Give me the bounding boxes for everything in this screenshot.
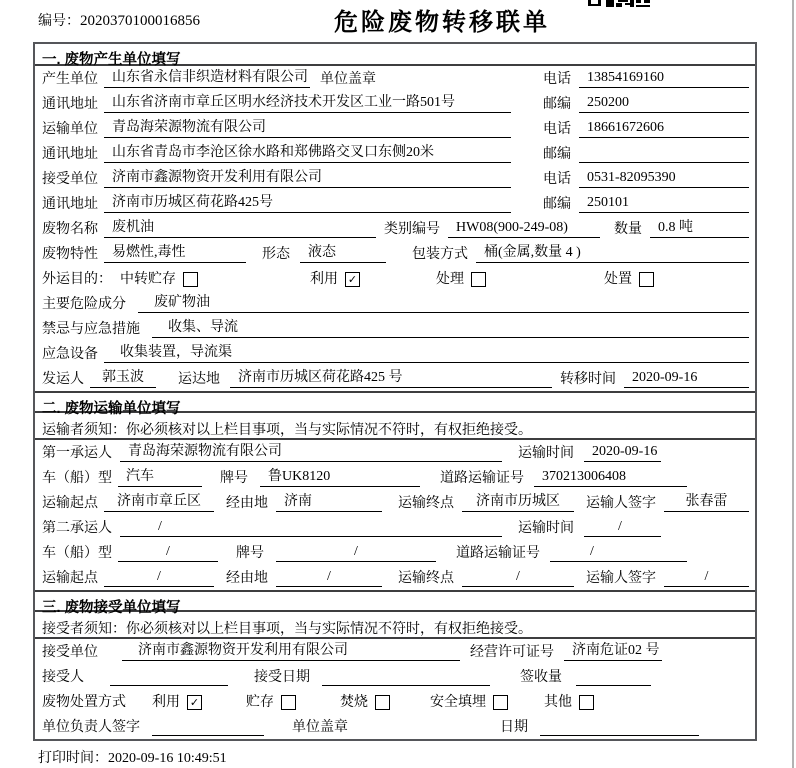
transfer-purpose-label: 外运目的： xyxy=(42,272,112,287)
destination-value: 济南市历城区荷花路425 号 xyxy=(230,366,552,388)
producer-phone-label: 电话 xyxy=(543,72,571,87)
route-row-1 xyxy=(35,490,755,515)
receiver-zip-value: 250101 xyxy=(579,195,749,213)
acceptor-label: 接受人 xyxy=(42,670,84,685)
transporter-unit-label: 运输单位 xyxy=(42,122,98,137)
second-carrier-label: 第二承运人 xyxy=(42,521,112,536)
receiver-zip-label: 邮编 xyxy=(543,197,571,212)
section3-header: 三. 废物接受单位填写 xyxy=(35,590,755,612)
print-time-line xyxy=(38,747,227,767)
emergency-equipment-value: 收集装置，导流渠 xyxy=(104,341,749,363)
transport-time2-label: 运输时间 xyxy=(518,521,574,536)
plate2-value: / xyxy=(276,544,436,562)
first-carrier-value: 青岛海荣源物流有限公司 xyxy=(120,440,502,462)
transporter-address-row xyxy=(35,141,755,166)
acceptor-value xyxy=(110,670,228,686)
receiver-address-value: 济南市历城区荷花路425号 xyxy=(104,191,511,213)
second-carrier-value: / xyxy=(120,519,502,537)
producer-address-row xyxy=(35,91,755,116)
first-carrier-label: 第一承运人 xyxy=(42,446,112,461)
accept-date-value xyxy=(322,670,490,686)
unit-seal-label: 单位盖章 xyxy=(320,72,376,87)
manager-signature-row xyxy=(35,714,755,739)
shipper-label: 发运人 xyxy=(42,372,84,387)
receiver-phone-label: 电话 xyxy=(543,172,571,187)
via2-value: / xyxy=(276,569,382,587)
purpose-option-dispose-label: 处置 xyxy=(604,272,632,287)
receiver-phone-value: 0531-82095390 xyxy=(579,170,749,188)
emergency-equipment-label: 应急设备 xyxy=(42,347,98,362)
producer-zip-value: 250200 xyxy=(579,95,749,113)
disposal-option-use-label: 利用 xyxy=(152,695,180,710)
disposal-option-landfill-label: 安全填埋 xyxy=(430,695,486,710)
disposal-other-checkbox xyxy=(579,695,594,710)
transporter-unit-row xyxy=(35,116,755,141)
disposal-landfill-checkbox xyxy=(493,695,508,710)
taboo-measures-value: 收集、导流 xyxy=(152,316,749,338)
disposal-option-other-label: 其他 xyxy=(544,695,572,710)
plate1-label: 牌号 xyxy=(220,471,248,486)
quantity-value: 0.8 吨 xyxy=(650,216,749,238)
route-row-2 xyxy=(35,565,755,590)
purpose-use-checkbox: ✓ xyxy=(345,272,360,287)
received-quantity-label: 签收量 xyxy=(520,670,562,685)
hazard-component-label: 主要危险成分 xyxy=(42,297,126,312)
qr-code-fragment-icon xyxy=(588,0,652,8)
accept-date-label: 接受日期 xyxy=(254,670,310,685)
permit-number-value: 济南危证02 号 xyxy=(564,639,662,661)
vehicle-type2-label: 车（船）型 xyxy=(42,546,112,561)
receiver-unit-label: 接受单位 xyxy=(42,172,98,187)
accepting-unit-value: 济南市鑫源物资开发利用有限公司 xyxy=(122,639,460,661)
serial-value: 2020370100016856 xyxy=(80,13,200,29)
received-quantity-value xyxy=(576,670,651,686)
seal-date-label: 日期 xyxy=(500,720,528,735)
print-time-label: 打印时间： xyxy=(38,751,108,766)
manager-signature-label: 单位负责人签字 xyxy=(42,720,140,735)
transporter-phone-label: 电话 xyxy=(543,122,571,137)
purpose-treat-checkbox xyxy=(471,272,486,287)
disposal-store-checkbox xyxy=(281,695,296,710)
producer-address-value: 山东省济南市章丘区明水经济技术开发区工业一路501号 xyxy=(104,91,511,113)
transport-time2-value: / xyxy=(584,519,661,537)
origin1-value: 济南市章丘区 xyxy=(104,490,214,512)
carrier-sign2-value: / xyxy=(664,569,749,587)
waste-trait-row xyxy=(35,241,755,266)
origin2-value: / xyxy=(104,569,214,587)
purpose-option-use-label: 利用 xyxy=(310,272,338,287)
hazard-component-value: 废矿物油 xyxy=(138,291,749,313)
packaging-label: 包装方式 xyxy=(412,247,468,262)
end2-label: 运输终点 xyxy=(398,571,454,586)
via1-value: 济南 xyxy=(276,490,382,512)
vehicle-type2-value: / xyxy=(118,544,218,562)
disposal-option-burn-label: 焚烧 xyxy=(340,695,368,710)
waste-name-value: 废机油 xyxy=(104,216,376,238)
receiver-unit-row xyxy=(35,166,755,191)
transporter-zip-label: 邮编 xyxy=(543,147,571,162)
category-code-value: HW08(900-249-08) xyxy=(448,220,600,238)
page-title: 危险废物转移联单 xyxy=(334,9,550,36)
plate2-label: 牌号 xyxy=(236,546,264,561)
waste-trait-label: 废物特性 xyxy=(42,247,98,262)
carrier-sign1-label: 运输人签字 xyxy=(586,496,656,511)
end1-label: 运输终点 xyxy=(398,496,454,511)
taboo-measures-label: 禁忌与应急措施 xyxy=(42,322,140,337)
transporter-address-label: 通讯地址 xyxy=(42,147,98,162)
producer-zip-label: 邮编 xyxy=(543,97,571,112)
producer-unit-label: 产生单位 xyxy=(42,72,98,87)
transporter-address-value: 山东省青岛市李沧区徐水路和郑佛路交叉口东侧20米 xyxy=(104,141,511,163)
road-license2-value: / xyxy=(550,544,687,562)
via1-label: 经由地 xyxy=(226,496,268,511)
category-code-label: 类别编号 xyxy=(384,222,440,237)
carrier-sign1-value: 张春雷 xyxy=(664,490,749,512)
serial-label: 编号： xyxy=(38,14,80,29)
section2-header: 二. 废物运输单位填写 xyxy=(35,391,755,413)
shipper-row xyxy=(35,366,755,391)
transporter-unit-value: 青岛海荣源物流有限公司 xyxy=(104,116,511,138)
transfer-time-label: 转移时间 xyxy=(560,372,616,387)
end1-value: 济南市历城区 xyxy=(462,490,574,512)
second-carrier-row xyxy=(35,515,755,540)
producer-unit-row xyxy=(35,66,755,91)
plate1-value: 鲁UK8120 xyxy=(260,465,420,487)
producer-unit-value: 山东省永信非织造材料有限公司 xyxy=(104,66,310,88)
acceptor-row xyxy=(35,664,755,689)
seal-date-value xyxy=(540,720,699,736)
hazard-component-row xyxy=(35,291,755,316)
origin2-label: 运输起点 xyxy=(42,571,98,586)
disposal-burn-checkbox xyxy=(375,695,390,710)
receiver-address-label: 通讯地址 xyxy=(42,197,98,212)
via2-label: 经由地 xyxy=(226,571,268,586)
transport-time1-value: 2020-09-16 xyxy=(584,444,661,462)
taboo-measures-row xyxy=(35,316,755,341)
transfer-purpose-row xyxy=(35,266,755,291)
purpose-dispose-checkbox xyxy=(639,272,654,287)
receiver-notice: 接受者须知：你必须核对以上栏目事项，当与实际情况不符时，有权拒绝接受。 xyxy=(35,612,755,639)
section1-header: 一. 废物产生单位填写 xyxy=(35,44,755,66)
packaging-value: 桶(金属,数量 4 ) xyxy=(476,241,749,263)
purpose-option-treat-label: 处理 xyxy=(436,272,464,287)
road-license2-label: 道路运输证号 xyxy=(456,546,540,561)
disposal-method-label: 废物处置方式 xyxy=(42,695,126,710)
vehicle-type1-value: 汽车 xyxy=(118,465,202,487)
manager-signature-value xyxy=(152,720,264,736)
receiver-seal-label: 单位盖章 xyxy=(292,720,348,735)
purpose-option-storage-label: 中转贮存 xyxy=(120,272,176,287)
transfer-form-table xyxy=(33,42,757,741)
purpose-storage-checkbox xyxy=(183,272,198,287)
road-license1-label: 道路运输证号 xyxy=(440,471,524,486)
transport-time1-label: 运输时间 xyxy=(518,446,574,461)
print-time-value: 2020-09-16 10:49:51 xyxy=(108,751,227,766)
permit-number-label: 经营许可证号 xyxy=(470,645,554,660)
destination-label: 运达地 xyxy=(178,372,220,387)
waste-trait-value: 易燃性,毒性 xyxy=(104,241,246,263)
disposal-use-checkbox: ✓ xyxy=(187,695,202,710)
quantity-label: 数量 xyxy=(614,222,642,237)
transporter-phone-value: 18661672606 xyxy=(579,120,749,138)
end2-value: / xyxy=(462,569,574,587)
page-edge-divider xyxy=(792,0,794,768)
producer-phone-value: 13854169160 xyxy=(579,70,749,88)
carrier-sign2-label: 运输人签字 xyxy=(586,571,656,586)
receiver-unit-value: 济南市鑫源物资开发利用有限公司 xyxy=(104,166,511,188)
vehicle-row-1 xyxy=(35,465,755,490)
origin1-label: 运输起点 xyxy=(42,496,98,511)
transporter-notice: 运输者须知：你必须核对以上栏目事项，当与实际情况不符时，有权拒绝接受。 xyxy=(35,413,755,440)
transporter-zip-value xyxy=(579,147,749,163)
emergency-equipment-row xyxy=(35,341,755,366)
transfer-time-value: 2020-09-16 xyxy=(624,370,749,388)
vehicle-type1-label: 车（船）型 xyxy=(42,471,112,486)
disposal-option-store-label: 贮存 xyxy=(246,695,274,710)
accepting-unit-label: 接受单位 xyxy=(42,645,98,660)
form-label: 形态 xyxy=(262,247,290,262)
producer-address-label: 通讯地址 xyxy=(42,97,98,112)
disposal-method-row xyxy=(35,689,755,714)
accepting-unit-row xyxy=(35,639,755,664)
vehicle-row-2 xyxy=(35,540,755,565)
shipper-value: 郭玉波 xyxy=(90,366,156,388)
road-license1-value: 370213006408 xyxy=(534,469,687,487)
waste-name-row xyxy=(35,216,755,241)
waste-name-label: 废物名称 xyxy=(42,222,98,237)
form-value: 液态 xyxy=(300,241,386,263)
first-carrier-row xyxy=(35,440,755,465)
receiver-address-row xyxy=(35,191,755,216)
